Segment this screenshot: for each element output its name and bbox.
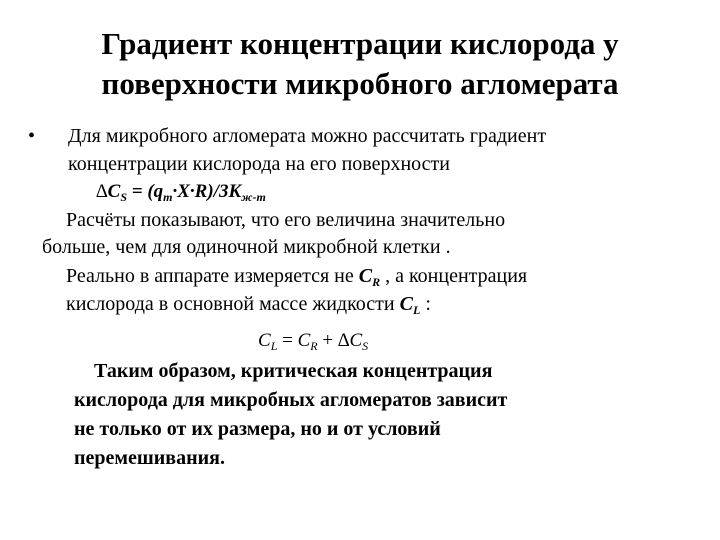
gradient-formula: $\Delta C_S = (q_m\cdot X\cdot R)/3K_{ж-т}$ bbox=[96, 181, 266, 204]
slide-title bbox=[40, 24, 680, 104]
concentration-formula: $C_L = C_R + \Delta C_S$ bbox=[258, 330, 369, 353]
conclusion-line-3: не только от их размера, но и от условий bbox=[74, 418, 441, 440]
conclusion-line-2: кислорода для микробных агломератов зависит bbox=[74, 389, 508, 411]
paragraph-1-line-2: больше, чем для одиночной микробной клетки . bbox=[42, 236, 451, 258]
bullet-line-1: Для микробного агломерата можно рассчитать градиент bbox=[68, 125, 547, 147]
bullet-marker: • bbox=[28, 125, 36, 147]
paragraph-2-line-1: Реально в аппарате измеряется не $C_R$ , а концентрация bbox=[66, 265, 528, 289]
title-line-2: поверхности микробного агломерата bbox=[101, 66, 619, 101]
paragraph-1-line-1: Расчёты показывают, что его величина значительно bbox=[66, 209, 506, 231]
title-line-1: Градиент концентрации кислорода у bbox=[101, 26, 619, 61]
paragraph-2-line-2: кислорода в основной массе жидкости $C_L$ : bbox=[66, 293, 431, 317]
bullet-line-2: концентрации кислорода на его поверхности bbox=[68, 153, 451, 175]
conclusion-line-4: перемешивания. bbox=[74, 447, 225, 469]
conclusion-line-1: Таким образом, критическая концентрация bbox=[94, 360, 493, 382]
